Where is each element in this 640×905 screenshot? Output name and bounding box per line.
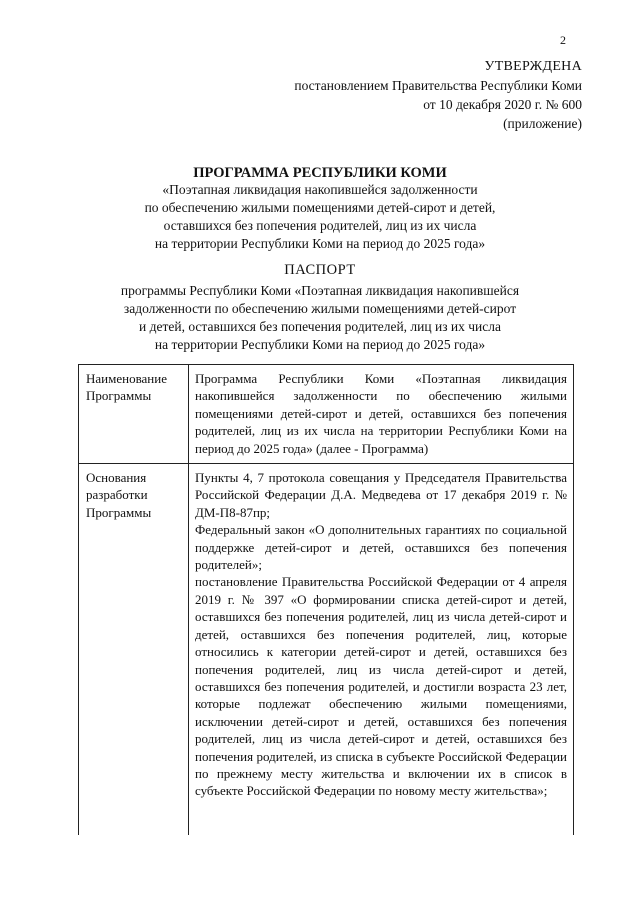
passport-subtitle-line: программы Республики Коми «Поэтапная ликвидация накопившейся bbox=[120, 283, 520, 298]
program-subtitle-line: оставшихся без попечения родителей, лиц из их числа bbox=[163, 218, 477, 233]
passport-subtitle-line: задолженности по обеспечению жилыми помещениями детей-сирот bbox=[123, 301, 517, 316]
page-number: 2 bbox=[560, 33, 566, 47]
passport-table bbox=[78, 364, 574, 835]
program-subtitle-line: «Поэтапная ликвидация накопившейся задолженности bbox=[162, 182, 478, 197]
row-value-paragraph: Пункты 4, 7 протокола совещания у Председателя Правительства Российской Федерации Д.А. Медведева от 17 декабря 2019 г. № ДМ-П8-87пр; bbox=[195, 470, 567, 520]
row-label-line: Наименование bbox=[86, 371, 167, 386]
passport-title: ПАСПОРТ bbox=[284, 262, 356, 278]
passport-subtitle-line: и детей, оставшихся без попечения родителей, лиц из их числа bbox=[139, 319, 501, 334]
approval-line: от 10 декабря 2020 г. № 600 bbox=[423, 97, 582, 112]
program-subtitle-line: на территории Республики Коми на период до 2025 года» bbox=[154, 236, 486, 251]
table-row bbox=[79, 365, 574, 464]
row-value-paragraph: Программа Республики Коми «Поэтапная ликвидация накопившейся задолженности по обеспечению жилыми помещениями детей-сирот и детей, оставшихся без попечения родителей, лиц из их числа на территории Республики Коми на период до 2025 года» (далее - Программа) bbox=[195, 371, 567, 456]
table-row bbox=[79, 464, 574, 836]
row-label-line: Программы bbox=[86, 388, 152, 404]
program-subtitle-line: по обеспечению жилыми помещениями детей-сирот и детей, bbox=[144, 200, 496, 215]
row-label-line: разработки bbox=[86, 487, 148, 503]
approval-line: (приложение) bbox=[503, 116, 582, 131]
program-title: ПРОГРАММА РЕСПУБЛИКИ КОМИ bbox=[193, 165, 447, 181]
passport-subtitle bbox=[60, 282, 580, 354]
approval-block bbox=[294, 57, 582, 133]
row-label-line: Программы bbox=[86, 504, 152, 520]
row-value-paragraph: постановление Правительства Российской Федерации от 4 апреля 2019 г. № 397 «О формировании списка детей-сирот и детей, оставшихся без попечения родителей, лиц из числа детей-сирот и детей, оставшихся без попечения родителей, лиц, которые относились к категории детей-сирот и детей, оставшихся без попечения родителей, лиц из числа детей-сирот и детей, оставшихся без попечения родителей, и достигли возраста 23 лет, которые подлежат обеспечению жилыми помещениями, исключении детей-сирот и детей, оставшихся без попечения родителей, лиц из числа детей-сирот и детей, оставшихся без попечения родителей, из списка в субъекте Российской Федерации по прежнему месту жительства и включении их в список в субъекте Российской Федерации по новому месту жительства»; bbox=[195, 574, 567, 799]
row-label bbox=[79, 365, 189, 464]
approval-title: УТВЕРЖДЕНА bbox=[484, 59, 582, 74]
row-value-paragraph: Федеральный закон «О дополнительных гарантиях по социальной поддержке детей-сирот и детей, оставшихся без попечения родителей»; bbox=[195, 522, 567, 573]
program-subtitle bbox=[60, 181, 580, 253]
passport-subtitle-line: на территории Республики Коми на период до 2025 года» bbox=[154, 337, 486, 352]
row-value bbox=[189, 464, 574, 836]
row-value bbox=[189, 365, 574, 464]
row-label-line: Основания bbox=[86, 470, 147, 486]
row-label bbox=[79, 464, 189, 836]
approval-line: постановлением Правительства Республики Коми bbox=[294, 78, 582, 93]
